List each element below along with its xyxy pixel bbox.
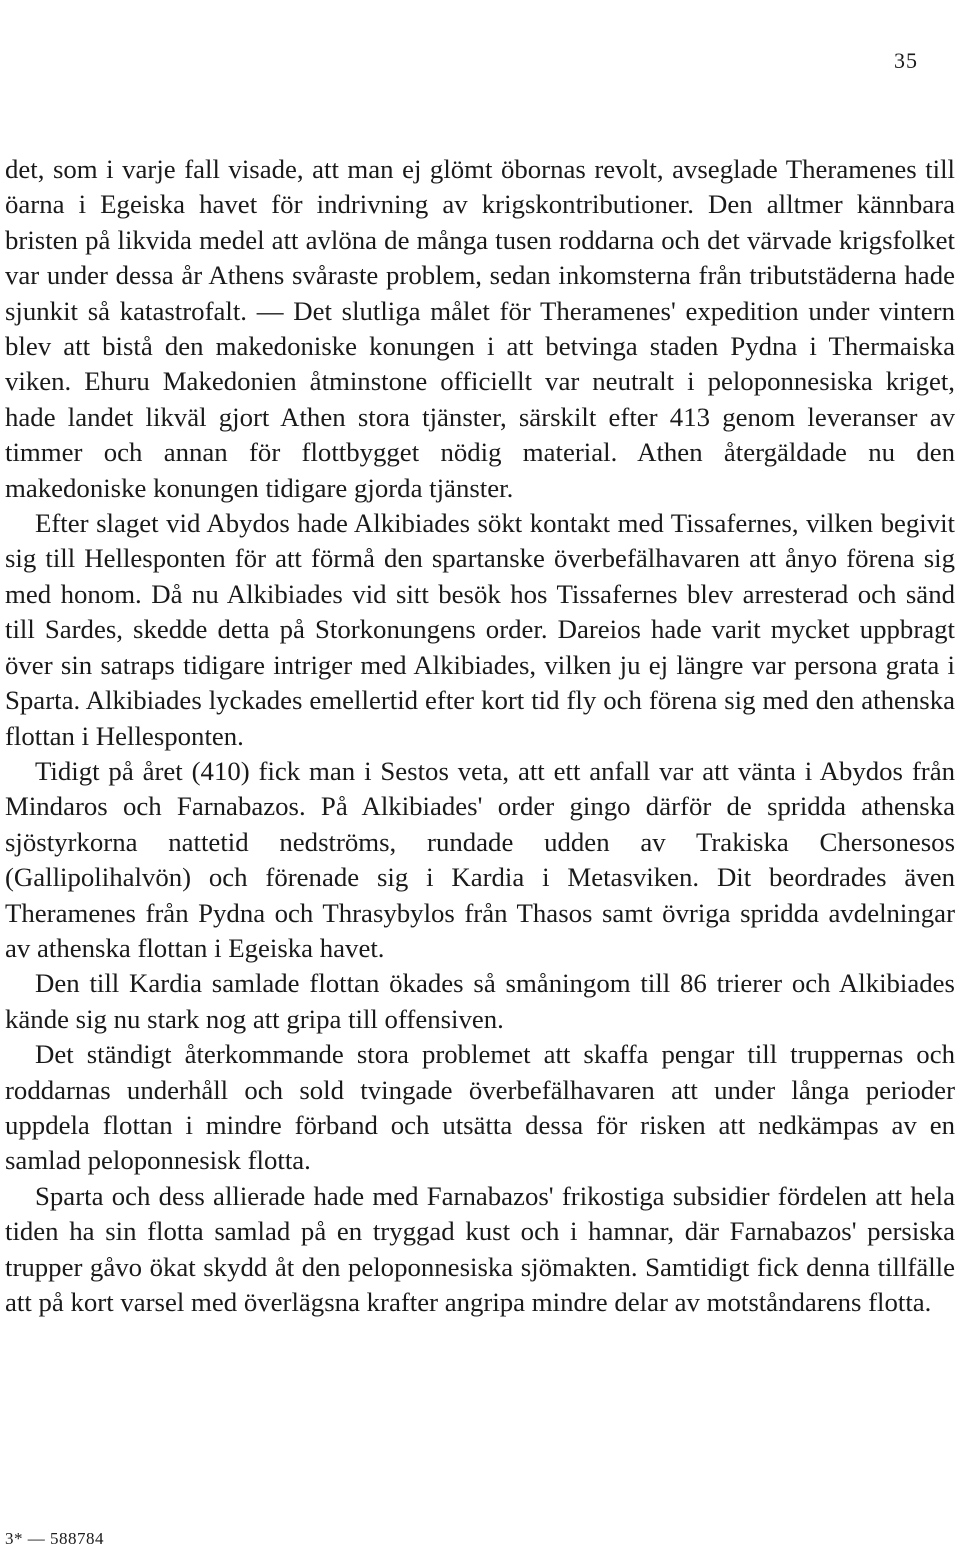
printer-signature: 3* — 588784 xyxy=(5,1529,104,1548)
body-text xyxy=(5,152,955,1320)
paragraph: det, som i varje fall visade, att man ej glömt öbornas revolt, avseglade Theramenes till öarna i Egeiska havet för indrivning av krigskontributioner. Den alltmer kännbara bristen på likvida medel att avlöna de många tusen roddarna och det värvade krigsfolket var under dessa år Athens svåraste problem, sedan inkomsterna från tributstäderna hade sjunkit så katastrofalt. — Det slutliga målet för Theramenes' expedition under vintern blev att bistå den makedoniske konungen i att betvinga staden Pydna i Thermaiska viken. Ehuru Makedonien åtminstone officiellt var neutralt i peloponnesiska kriget, hade landet likväl gjort Athen stora tjänster, särskilt efter 413 genom leveranser av timmer och annan för flottbygget nödig material. Athen återgäldade nu den makedoniske konungen tidigare gjorda tjänster. xyxy=(5,154,955,503)
paragraph: Efter slaget vid Abydos hade Alkibiades sökt kontakt med Tissafernes, vilken begivit sig till Hellesponten för att förmå den spartanske överbefälhavaren att ånyo förena sig med honom. Då nu Alkibiades vid sitt besök hos Tissafernes blev arresterad och sänd till Sardes, skedde detta på Storkonungens order. Dareios hade varit mycket uppbragt över sin satraps tidigare intriger med Alkibiades, vilken ju ej längre var persona grata i Sparta. Alkibiades lyckades emellertid efter kort tid fly och förena sig med den athenska flottan i Hellesponten. xyxy=(5,508,955,751)
paragraph: Den till Kardia samlade flottan ökades så småningom till 86 trierer och Alkibiades kände sig nu stark nog att gripa till offensiven. xyxy=(5,968,955,1034)
paragraph: Sparta och dess allierade hade med Farnabazos' frikostiga subsidier fördelen att hela tiden ha sin flotta samlad på en tryggad kust och i hamnar, där Farnabazos' persiska trupper gåvo ökat skydd åt den peloponnesiska sjömakten. Samtidigt fick denna tillfälle att på kort varsel med överlägsna krafter angripa mindre delar av motståndarens flotta. xyxy=(5,1180,955,1317)
paragraph: Tidigt på året (410) fick man i Sestos veta, att ett anfall var att vänta i Abydos från Mindaros och Farnabazos. På Alkibiades' order gingo därför de spridda athenska sjöstyrkorna nattetid nedströms, rundade udden av Trakiska Chersonesos (Gallipolihalvön) och förenade sig i Kardia i Metasviken. Dit beordrades även Theramenes från Pydna och Thrasybylos från Thasos samt övriga spridda avdelningar av athenska flottan i Egeiska havet. xyxy=(5,755,955,963)
page-number: 35 xyxy=(894,48,918,73)
paragraph: Det ständigt återkommande stora problemet att skaffa pengar till truppernas och roddarnas underhåll och sold tvingade överbefälhavaren att under långa perioder uppdela flottan i mindre förband och utsätta dessa för risken att nedkämpas av en samlad peloponnesisk flotta. xyxy=(5,1039,955,1176)
